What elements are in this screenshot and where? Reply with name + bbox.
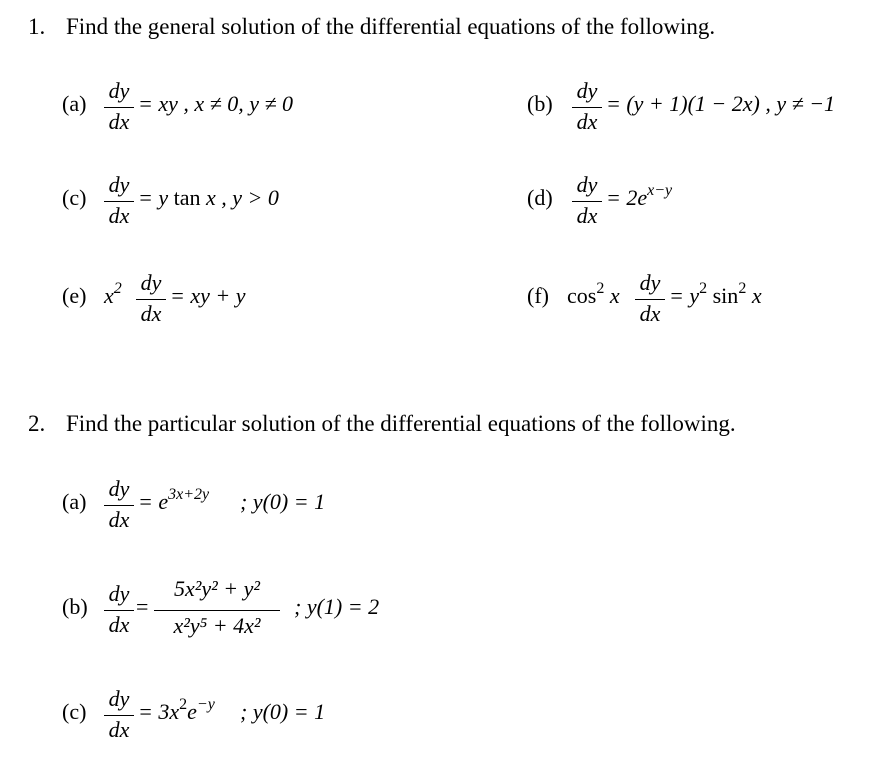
- dy-dx-fraction: dy dx: [136, 270, 166, 328]
- part-label: (d): [527, 185, 553, 210]
- initial-condition: ; y(0) = 1: [240, 699, 326, 724]
- equation-rhs: = $2e^{x-y}$: [606, 182, 673, 210]
- dy-dx-fraction: dy dx: [572, 172, 602, 230]
- dy-dx-fraction: dy dx: [635, 270, 665, 328]
- part-label: (a): [62, 91, 87, 116]
- initial-condition: ; y(0) = 1: [240, 489, 326, 514]
- equals-sign: =: [136, 594, 149, 619]
- equation-rhs: = y tan x , y > 0: [138, 185, 279, 210]
- part-label: (c): [62, 699, 87, 724]
- part-label: (f): [527, 283, 549, 308]
- part-label: (b): [527, 91, 553, 116]
- dy-dx-fraction: dy dx: [104, 172, 134, 230]
- rhs-fraction: 5x²y² + y² x²y⁵ + 4x²: [154, 576, 280, 646]
- dy-dx-fraction: dy dx: [104, 581, 134, 639]
- equation-rhs: = xy , x ≠ 0, y ≠ 0: [138, 91, 294, 116]
- part-label: (e): [62, 283, 87, 308]
- question-prompt: Find the general solution of the differential equations of the following.: [66, 14, 716, 39]
- equation-rhs: = (y + 1)(1 − 2x) , y ≠ −1: [606, 91, 836, 116]
- dy-dx-fraction: dy dx: [104, 78, 134, 136]
- dy-dx-fraction: dy dx: [572, 78, 602, 136]
- question-2-heading: [28, 411, 736, 437]
- part-label: (a): [62, 489, 87, 514]
- dy-dx-fraction: dy dx: [104, 686, 134, 744]
- equation-lhs-factor: $x^2$: [104, 280, 122, 308]
- dy-dx-fraction: dy dx: [104, 476, 134, 534]
- question-prompt: Find the particular solution of the differential equations of the following.: [66, 411, 736, 436]
- question-number: 1.: [28, 14, 46, 39]
- part-label: (b): [62, 594, 88, 619]
- question-number: 2.: [28, 411, 46, 436]
- part-label: (c): [62, 185, 87, 210]
- equation-rhs: = $y^2$ $\sin^2 x$: [669, 280, 762, 308]
- equation-rhs: = xy + y: [170, 283, 246, 308]
- initial-condition: ; y(1) = 2: [294, 594, 380, 619]
- equation-rhs: = $e^{3x+2y}$: [138, 486, 210, 514]
- equation-lhs-factor: $\cos^2 x$: [567, 280, 620, 308]
- equation-rhs: = $3x^2e^{-y}$: [138, 696, 215, 724]
- question-1-heading: [28, 14, 715, 40]
